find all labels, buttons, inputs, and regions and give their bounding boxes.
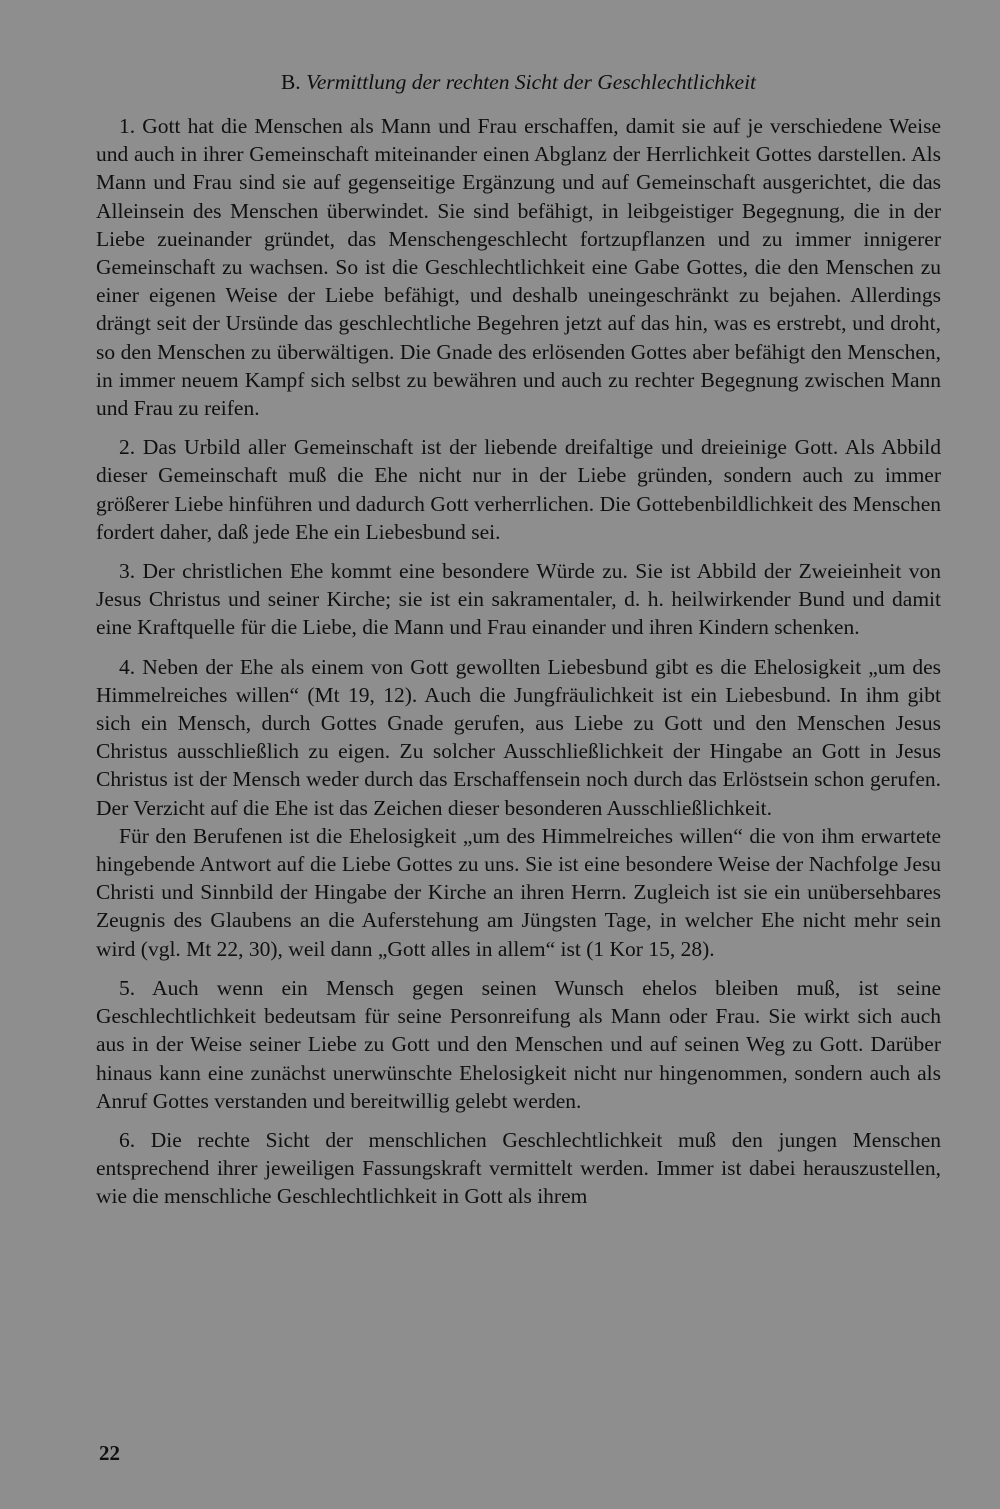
paragraph-4: 4. Neben der Ehe als einem von Gott gewollten Liebesbund gibt es die Ehelosigkeit „um des Himmelreiches willen“ (Mt 19, 12). Auch die Jungfräulichkeit ist ein Liebesbund. In ihm gibt sich ein Mensch, durch Gottes Gnade gerufen, aus Liebe zu Gott und den Menschen Jesus Christus ausschließlich zu eigen. Zu solcher Ausschließlichkeit der Hingabe an Gott in Jesus Christus ist der Mensch weder durch das Erschaffensein noch durch das Erlöstsein schon gerufen. Der Verzicht auf die Ehe ist das Zeichen dieser besonderen Ausschließlichkeit. <box>96 654 941 820</box>
page-number: 22 <box>99 1441 120 1465</box>
paragraph-3: 3. Der christlichen Ehe kommt eine besondere Würde zu. Sie ist Abbild der Zweieinheit von Jesus Christus und seiner Kirche; sie ist ein sakramentaler, d. h. heilwirkender Bund und damit eine Kraftquelle für die Liebe, die Mann und Frau einander und ihren Kindern schenken. <box>96 559 941 640</box>
section-heading-prefix: B. <box>280 70 307 94</box>
paragraph-1: 1. Gott hat die Menschen als Mann und Frau erschaffen, damit sie auf je verschiedene Weise und auch in ihrer Gemeinschaft miteinander einen Abglanz der Herrlichkeit Gottes darstellen. Als Mann und Frau sind sie auf gegenseitige Ergänzung und auf Gemeinschaft ausgerichtet, die das Alleinsein des Menschen überwindet. Sie sind befähigt, in leibgeistiger Begegnung, die in der Liebe zueinander gründet, das Menschengeschlecht fortzupflanzen und zu immer innigerer Gemeinschaft zu wachsen. So ist die Geschlechtlichkeit eine Gabe Gottes, die den Menschen zu einer eigenen Weise der Liebe befähigt, und deshalb uneingeschränkt zu bejahen. Allerdings drängt seit der Ursünde das geschlechtliche Begehren jetzt auf das hin, was es erstrebt, und droht, so den Menschen zu überwältigen. Die Gnade des erlösenden Gottes aber befähigt den Menschen, in immer neuem Kampf sich selbst zu bewähren und auch zu rechter Begegnung zwischen Mann und Frau zu reifen. <box>96 114 941 421</box>
paragraph-2: 2. Das Urbild aller Gemeinschaft ist der liebende dreifaltige und dreieinige Gott. Als Abbild dieser Gemeinschaft muß die Ehe nicht nur in der Liebe gründen, sondern auch zu immer größerer Liebe hinführen und dadurch Gott verherrlichen. Die Gottebenbildlichkeit des Menschen fordert daher, daß jede Ehe ein Liebesbund sei. <box>96 435 941 544</box>
paragraph-4-continuation: Für den Berufenen ist die Ehelosigkeit „um des Himmelreiches willen“ die von ihm erwartete hingebende Antwort auf die Liebe Gottes zu uns. Sie ist eine besondere Weise der Nachfolge Jesu Christi und Sinnbild der Hingabe der Kirche an ihren Herrn. Zugleich ist sie ein unübersehbares Zeugnis des Glaubens an die Auferstehung am Jüngsten Tage, in welcher Ehe nicht mehr sein wird (vgl. Mt 22, 30), weil dann „Gott alles in allem“ ist (1 Kor 15, 28). <box>96 823 941 961</box>
page-content <box>96 62 941 1211</box>
paragraph-6: 6. Die rechte Sicht der menschlichen Geschlechtlichkeit muß den jungen Menschen entsprechend ihrer jeweiligen Fassungskraft vermittelt werden. Immer ist dabei herauszustellen, wie die menschliche Geschlechtlichkeit in Gott als ihrem <box>96 1127 941 1209</box>
section-heading-title: Vermittlung der rechten Sicht der Geschlechtlichkeit <box>306 70 757 94</box>
section-heading <box>96 62 941 102</box>
paragraph-5: 5. Auch wenn ein Mensch gegen seinen Wunsch ehelos bleiben muß, ist seine Geschlechtlichkeit bedeutsam für seine Personreifung als Mann oder Frau. Sie wirkt sich auch aus in der Weise seiner Liebe zu Gott und den Menschen und auf seinen Weg zu Gott. Darüber hinaus kann eine zunächst unerwünschte Ehelosigkeit nicht nur hingenommen, sondern auch als Anruf Gottes verstanden und bereitwillig gelebt werden. <box>96 975 941 1113</box>
